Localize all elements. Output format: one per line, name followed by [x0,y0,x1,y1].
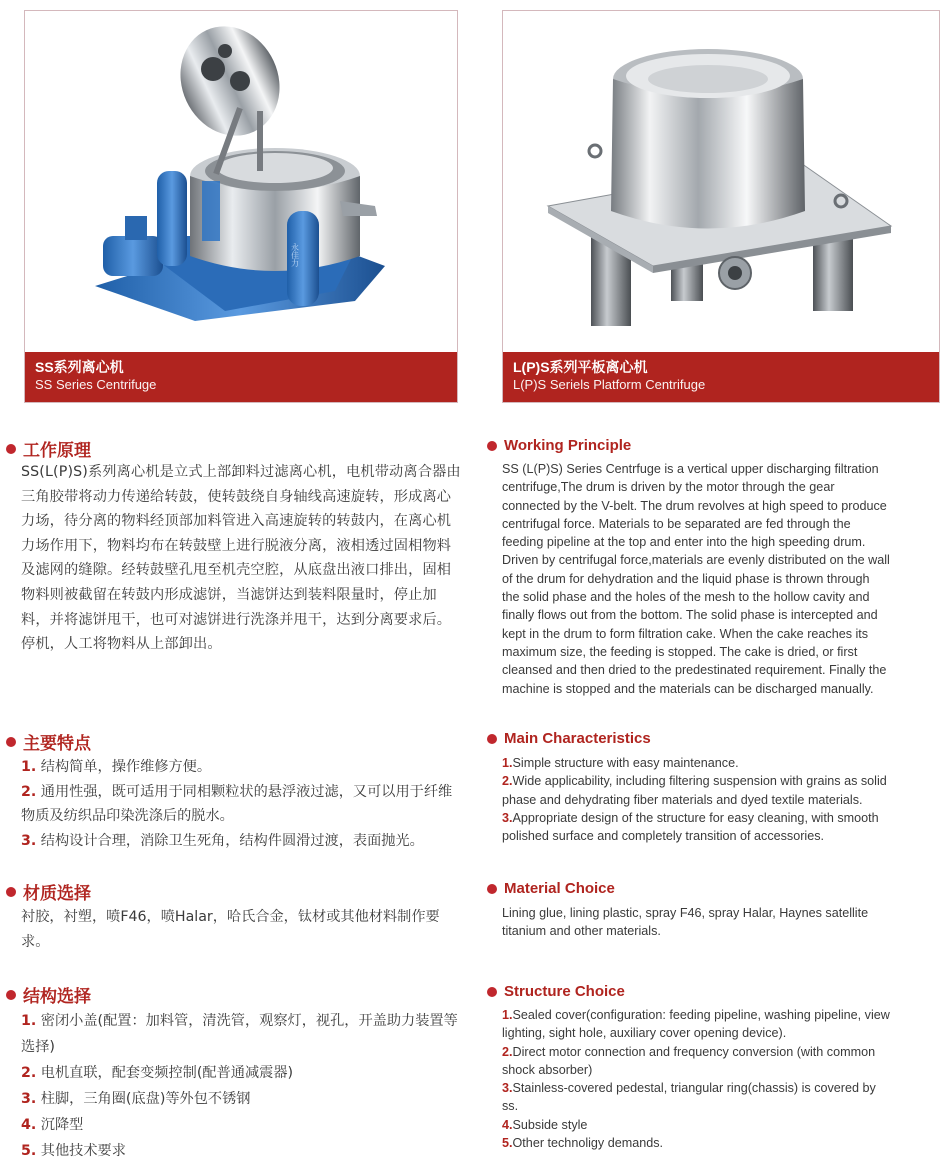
list-item: 1. 密闭小盖(配置：加料管，清洗管，观察灯，视孔，开盖助力装置等选择) [21,1013,458,1055]
list-item: 3. 结构设计合理，消除卫生死角，结构件圆滑过渡，表面抛光。 [21,832,424,849]
product-card-ss [24,10,458,403]
list-item: 4. 沉降型 [21,1117,84,1133]
bullet-dot-icon [6,887,16,897]
bullet-dot-icon [6,990,16,1000]
section-heading-features-en: Main Characteristics [487,730,651,747]
list-item: 2. 通用性强，既可适用于同相颗粒状的悬浮液过滤，又可以用于纤维物质及纺织品印染洗涤后的脱水。 [21,783,453,825]
section-heading-structure-en: Structure Choice [487,983,625,1000]
list-item: 2. 电机直联，配套变频控制(配普通减震器) [21,1065,294,1081]
list-item: 3. 柱脚，三角圈(底盘)等外包不锈钢 [21,1091,251,1107]
product-card-lps [502,10,940,403]
list-item: 4.Subside style [502,1117,588,1132]
list-item: 3.Stainless-covered pedestal, triangular ring(chassis) is covered by [502,1081,876,1096]
product-title-cn: L(P)S系列平板离心机 [513,359,648,375]
section-heading-material-en: Material Choice [487,880,615,897]
list-item: 1. 结构简单，操作维修方便。 [21,759,212,775]
material-text-cn: 衬胶，衬塑，喷F46，喷Halar，哈氏合金，钛材或其他材料制作要求。 [21,909,440,950]
list-item: 1.Simple structure with easy maintenance. [502,756,739,770]
bullet-dot-icon [6,444,16,454]
material-text-en: Lining glue, lining plastic, spray F46, spray Halar, Haynes satellite titanium and other materials. [502,906,869,939]
product-title-en: SS Series Centrifuge [35,377,157,392]
structure-list-en: 1.Sealed cover(configuration: feeding pipeline, washing pipeline, view lighting, sight hole, auxiliary cover opening device). 2.Direct motor connection and frequency conversion (with common shock absorber) 3.Stainless-covered pedestal, triangular ring(chassis) is covered by ss. 4.Subside style 5.Other technoligy demands. [502,1006,922,1152]
list-item: 2.Direct motor connection and frequency conversion (with common [502,1044,876,1059]
ss-centrifuge-image [25,11,457,354]
bullet-dot-icon [6,737,16,747]
list-item: 5. 其他技术要求 [21,1143,126,1159]
bullet-dot-icon [487,734,497,744]
list-item: 5.Other technoligy demands. [502,1136,664,1151]
section-heading-principle-cn: 工作原理 [6,436,91,461]
principle-text-cn: SS(L(P)S)系列离心机是立式上部卸料过滤离心机，电机带动离合器由三角胶带将动力传递给转鼓，使转鼓绕自身轴线高速旋转，形成离心力场，待分离的物料经顶部加料管进入高速旋转的转鼓内，在离心机力场作用下，物料均布在转鼓壁上进行脱液分离，液相透过固相物料及滤网的缝隙。经转鼓壁孔甩至机壳空腔，从底盘出液口排出，固相物料则被截留在转鼓内形成滤饼，当滤饼达到装料限量时，停止加料，并将滤饼甩干，也可对滤饼进行洗涤并甩干，达到分离要求后。停机，人工将物料从上部卸出。 [21,464,461,653]
bullet-dot-icon [487,987,497,997]
list-item: 1.Sealed cover(configuration: feeding pipeline, washing pipeline, view [502,1008,890,1022]
section-heading-structure-cn: 结构选择 [6,982,91,1007]
structure-list-cn [21,1008,461,1164]
features-list-cn [21,755,461,853]
bullet-dot-icon [487,884,497,894]
bullet-dot-icon [487,441,497,451]
list-item: 2.Wide applicability, including filtering suspension with grains as solid [502,774,887,789]
lps-centrifuge-image [503,11,939,354]
features-list-en: 1.Simple structure with easy maintenance. 2.Wide applicability, including filtering suspension with grains as solid phase and dehydrating fiber materials and dyed textile materials. 3.Appropriate design of the structure for easy cleaning, with smooth polished surface and completely transition of accessories. [502,754,922,845]
product-title-en: L(P)S Seriels Platform Centrifuge [513,377,706,392]
svg-text:永佳力: 永佳力 [290,243,300,267]
section-heading-material-cn: 材质选择 [6,879,91,904]
section-heading-principle-en: Working Principle [487,437,631,454]
principle-text-en: SS (L(P)S) Series Centrfuge is a vertical upper discharging filtration centrifuge,The drum is driven by the motor through the gear connected by the V-belt. The drum revolves at high speed to produce centrifugal force. Materials to be separated are fed through the feeding pipeline at the top and enter into the high speeding drum. Driven by centrifugal force,materials are evenly distributed on the wall of the drum for dehydration and the liquid phase is thrown through the solid phase and the holes of the mesh to the hollow cavity and finally flows out from the bottom. The solid phase is intercepted and kept in the drum to form filtration cake. When the cake reaches its maximum size, the feeding is stopped. The cake is dried, or first cleansed and then dried to the predestinated requirement. Finally the machine is stopped and the materials can be discharged manually. [502,462,890,696]
section-heading-features-cn: 主要特点 [6,729,91,754]
product-caption [25,352,457,402]
list-item: 3.Appropriate design of the structure for easy cleaning, with smooth [502,810,879,825]
product-caption [503,352,939,402]
product-title-cn: SS系列离心机 [35,359,124,375]
